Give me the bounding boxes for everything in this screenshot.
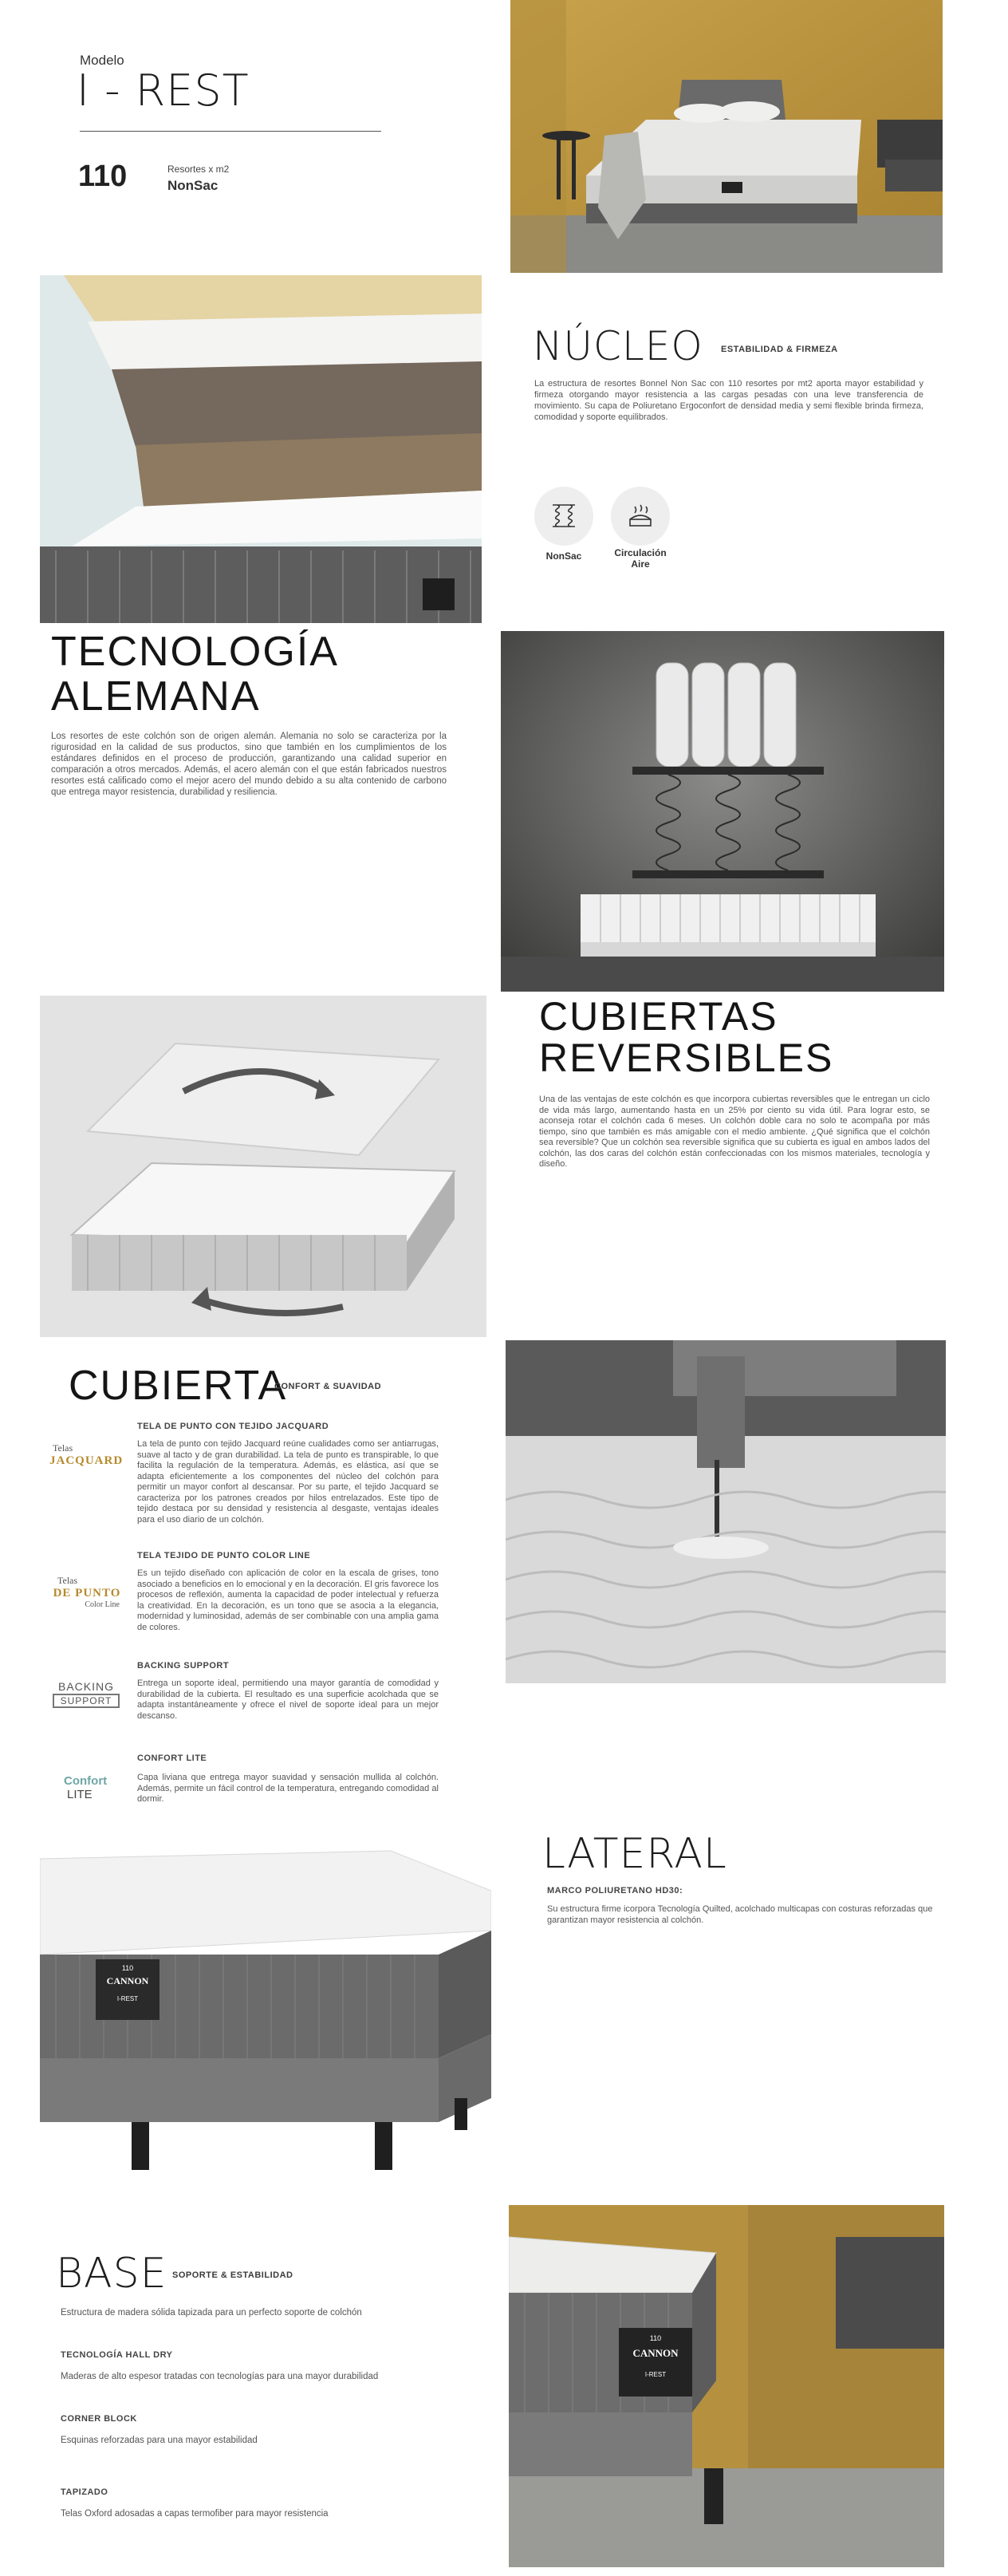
backing-logo-line2: SUPPORT bbox=[53, 1694, 120, 1708]
confort-logo-line2: LITE bbox=[67, 1788, 93, 1801]
confort-text: Capa liviana que entrega mayor suavidad y sensación mullida al colchón. Además, permite un fácil control de la temperatura, entregando comodidad al dormir. bbox=[137, 1773, 439, 1804]
confort-lite-logo bbox=[64, 1774, 128, 1801]
confort-logo-line1: Confort bbox=[64, 1774, 108, 1788]
base-brand-model: I-REST bbox=[644, 2371, 667, 2378]
jacquard-logo bbox=[49, 1442, 124, 1468]
lateral-brand-count: 110 bbox=[121, 1964, 134, 1972]
depunto-heading: TELA TEJIDO DE PUNTO COLOR LINE bbox=[137, 1551, 311, 1560]
base-intro: Estructura de madera sólida tapizada para un perfecto soporte de colchón bbox=[61, 2308, 362, 2318]
lateral-text: Su estructura firme icorpora Tecnología Quilted, acolchado multicapas con costuras reforzadas que garantizan mayor resistencia al colchón. bbox=[547, 1904, 933, 1925]
base-tag: SOPORTE & ESTABILIDAD bbox=[172, 2270, 293, 2280]
base-item-3-heading: TAPIZADO bbox=[61, 2487, 108, 2497]
lateral-brand-label bbox=[96, 1959, 159, 2020]
base-item-3-text: Telas Oxford adosadas a capas termofiber para mayor resistencia bbox=[61, 2509, 329, 2519]
nonsac-caption: NonSac bbox=[545, 550, 582, 562]
lateral-heading: MARCO POLIURETANO HD30: bbox=[547, 1886, 683, 1896]
base-brand-label bbox=[619, 2328, 692, 2397]
base-item-1-heading: TECNOLOGÍA HALL DRY bbox=[61, 2350, 173, 2360]
air-caption: Circulación Aire bbox=[614, 547, 667, 570]
cubiertas-text: Una de las ventajas de este colchón es que incorpora cubiertas reversibles que le entregan un ciclo de vida más largo, aumentando hasta en un 25% por ciento su vida útil. Para lograr esto, se aconseja rotar el colchón cada 6 meses. Un colchón doble cara no solo te acompaña por más tiempo, sino que también es más amigable con el medio ambiente. ¿Qué significa que el colchón sea reversible? Que un colchón sea reversible significa que su cubierta es igual en ambos lados del colchón, las dos caras del colchón están confeccionadas con los mismos materiales, tecnología y diseño. bbox=[539, 1095, 930, 1169]
base-item-2-text: Esquinas reforzadas para una mayor estabilidad bbox=[61, 2436, 258, 2445]
tecnologia-text: Los resortes de este colchón son de origen alemán. Alemania no solo se caracteriza por la rigurosidad en la calidad de sus productos, sino que también en los cumplimientos de los estándares definidos en el proceso de producción, garantizando una calidad superior en comparación a otros mercados. Además, el acero alemán con el que están fabricados nuestros resortes está calificado como el mejor acero del mundo debido a su alta contenido de carbono que entrega mayor resistencia, durabilidad y resiliencia. bbox=[51, 732, 447, 797]
backing-heading: BACKING SUPPORT bbox=[137, 1661, 230, 1671]
jacquard-text: La tela de punto con tejido Jacquard reúne cualidades como ser antiarrugas, suave al tacto y de gran durabilidad. La tela de punto es transpirable, lo que facilita la regulación de la temperatura. Además, es elástica, así que se adapta eficientemente a los componentes del núcleo del colchón para permitir un mayor confort al descansar. Por su parte, el tejido Jacquard se caracteriza por los patrones creados por hilos entrelazados. Este tipo de tejido destaca por su densidad y resistencia al desgaste, ventajas ideales para el uso diario de un colchón. bbox=[137, 1439, 439, 1525]
spring-count: 110 bbox=[78, 160, 128, 193]
tecnologia-title-line1: TECNOLOGÍA bbox=[51, 629, 339, 675]
backing-logo-line1: BACKING bbox=[57, 1680, 114, 1693]
confort-heading: CONFORT LITE bbox=[137, 1753, 207, 1763]
lateral-title: LATERAL bbox=[542, 1830, 727, 1878]
cubiertas-title-line1: CUBIERTAS bbox=[539, 994, 778, 1039]
base-brand-name: CANNON bbox=[632, 2347, 679, 2359]
reversible-mattress-photo bbox=[40, 996, 486, 1337]
base-item-2-heading: CORNER BLOCK bbox=[61, 2414, 137, 2424]
header-divider bbox=[80, 131, 381, 132]
nucleo-title: NÚCLEO bbox=[533, 323, 703, 369]
jacquard-logo-line1: Telas bbox=[53, 1442, 73, 1454]
tecnologia-title-line2: ALEMANA bbox=[51, 673, 261, 720]
lateral-brand-model: I-REST bbox=[116, 1995, 139, 2002]
base-item-1-text: Maderas de alto espesor tratadas con tecnologías para una mayor durabilidad bbox=[61, 2372, 379, 2381]
sewing-machine-photo bbox=[506, 1340, 946, 1683]
base-bed-photo bbox=[509, 2205, 944, 2567]
bedroom-photo bbox=[510, 0, 943, 273]
mattress-layers-photo bbox=[40, 275, 482, 623]
cubierta-title: CUBIERTA bbox=[69, 1363, 288, 1409]
depunto-logo bbox=[51, 1575, 123, 1609]
jacquard-heading: TELA DE PUNTO CON TEJIDO JACQUARD bbox=[137, 1422, 329, 1431]
backing-logo bbox=[53, 1680, 120, 1708]
backing-text: Entrega un soporte ideal, permitiendo una mayor garantía de comodidad y durabilidad de la cubierta. El resultado es una superficie acolchada que se adapta instantáneamente y ofrece el nivel de soporte ideal para un mejor descanso. bbox=[137, 1679, 439, 1721]
air-flow-icon bbox=[611, 487, 670, 546]
depunto-logo-line3: Color Line bbox=[85, 1600, 120, 1609]
model-label: Modelo bbox=[80, 53, 124, 68]
depunto-text: Es un tejido diseñado con aplicación de color en la escala de grises, tono asociado a beneficios en lo emocional y en la decoración. El gris favorece los procesos de reflexión, aumenta la capacidad de poder intelectual y refuerza la creatividad. En la decoración, es un tono que se asocia a la elegancia, modernidad y luminosidad, además de ser combinable con una amplia gama de colores. bbox=[137, 1568, 439, 1632]
model-name: I - REST bbox=[77, 65, 250, 116]
nucleo-text: La estructura de resortes Bonnel Non Sac con 110 resortes por mt2 aporta mayor estabilidad y firmeza otorgando mayor resistencia a las cargas pesadas con una leve transferencia de movimiento. Su capa de Poliuretano Ergoconfort de densidad media y semi flexible brinda firmeza, comodidad y soporte equilibrados. bbox=[534, 379, 923, 422]
cubierta-tag: CONFORT & SUAVIDAD bbox=[274, 1382, 382, 1391]
base-title: BASE bbox=[56, 2250, 167, 2298]
base-brand-count: 110 bbox=[649, 2334, 662, 2342]
depunto-logo-line1: Telas bbox=[57, 1575, 78, 1586]
pocket-springs-photo bbox=[501, 631, 944, 992]
cubiertas-title-line2: REVERSIBLES bbox=[539, 1036, 834, 1080]
lateral-brand-name: CANNON bbox=[106, 1975, 149, 1986]
spring-type: NonSac bbox=[167, 178, 219, 193]
spring-coil-icon bbox=[534, 487, 593, 546]
depunto-logo-line2: DE PUNTO bbox=[53, 1587, 121, 1600]
jacquard-logo-line2: JACQUARD bbox=[49, 1454, 124, 1467]
nucleo-tag: ESTABILIDAD & FIRMEZA bbox=[721, 345, 838, 354]
spring-unit: Resortes x m2 bbox=[167, 164, 230, 175]
